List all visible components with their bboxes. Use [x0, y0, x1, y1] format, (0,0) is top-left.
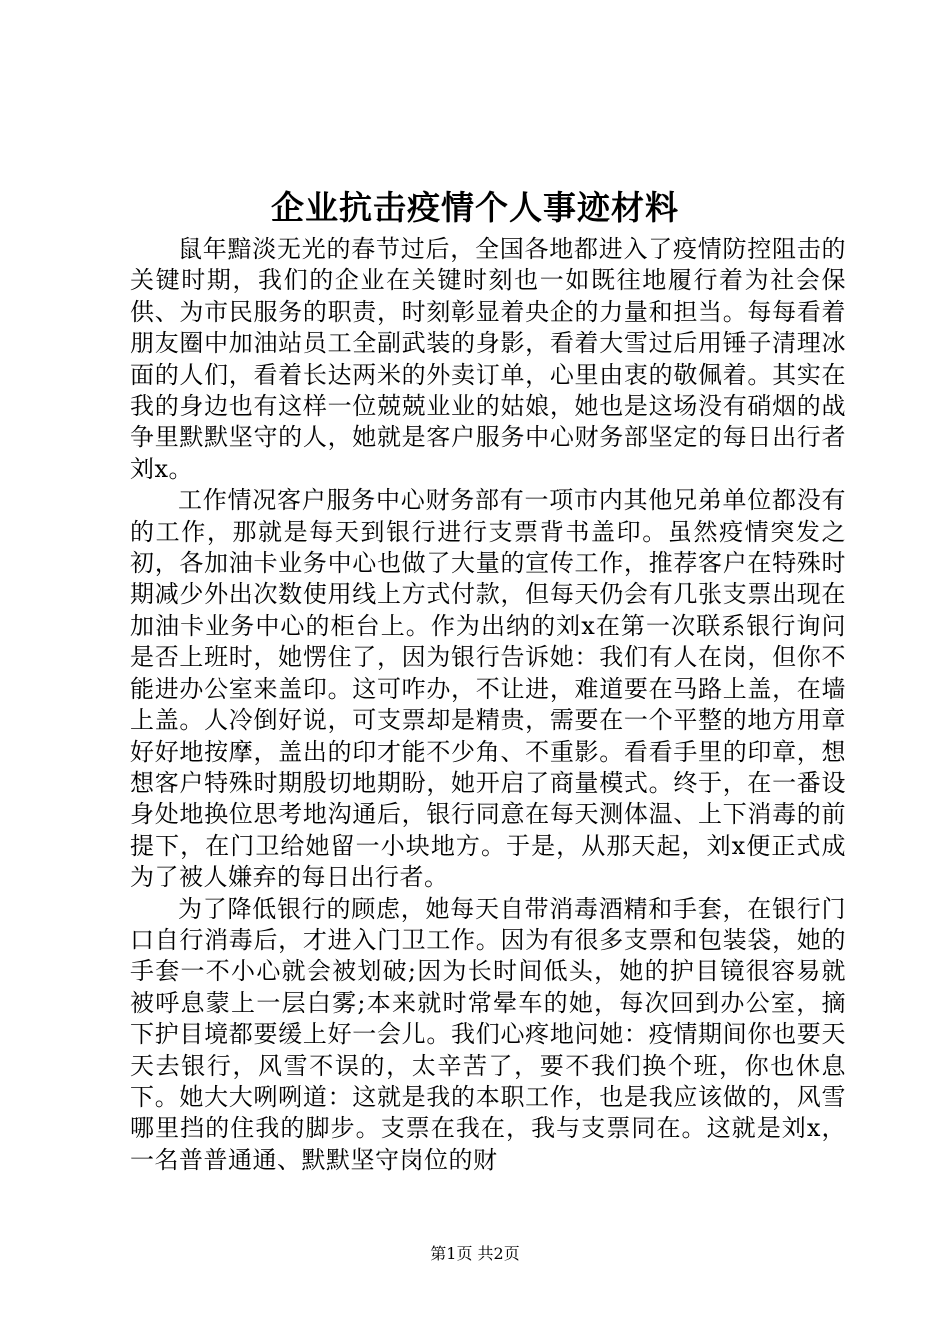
paragraph-2: 工作情况客户服务中心财务部有一项市内其他兄弟单位都没有的工作，那就是每天到银行进行支票背书盖印。虽然疫情突发之初，各加油卡业务中心也做了大量的宣传工作，推荐客户在特殊时期减少外出次数使用线上方式付款，但每天仍会有几张支票出现在加油卡业务中心的柜台上。作为出纳的刘x在第一次联系银行询问是否上班时，她愣住了，因为银行告诉她：我们有人在岗，但你不能进办公室来盖印。这可咋办，不让进，难道要在马路上盖，在墙上盖。人冷倒好说，可支票却是精贵，需要在一个平整的地方用章好好地按摩，盖出的印才能不少角、不重影。看看手里的印章，想想客户特殊时期殷切地期盼，她开启了商量模式。终于，在一番设身处地换位思考地沟通后，银行同意在每天测体温、上下消毒的前提下，在门卫给她留一小块地方。于是，从那天起，刘x便正式成为了被人嫌弃的每日出行者。 — [130, 486, 846, 892]
document-title: 企业抗击疫情个人事迹材料 — [271, 188, 679, 227]
paragraph-1: 鼠年黯淡无光的春节过后，全国各地都进入了疫情防控阻击的关键时期，我们的企业在关键时刻也一如既往地履行着为社会保供、为市民服务的职责，时刻彰显着央企的力量和担当。每每看着朋友圈中加油站员工全副武装的身影，看着大雪过后用锤子清理冰面的人们，看着长达两米的外卖订单，心里由衷的敬佩着。其实在我的身边也有这样一位兢兢业业的姑娘，她也是这场没有硝烟的战争里默默坚守的人，她就是客户服务中心财务部坚定的每日出行者刘x。 — [130, 235, 846, 483]
paragraph-3: 为了降低银行的顾虑，她每天自带消毒酒精和手套，在银行门口自行消毒后，才进入门卫工作。因为有很多支票和包装袋，她的手套一不小心就会被划破;因为长时间低头，她的护目镜很容易就被呼息蒙上一层白雾;本来就时常晕车的她，每次回到办公室，摘下护目境都要缓上好一会儿。我们心疼地问她：疫情期间你也要天天去银行，风雪不误的，太辛苦了，要不我们换个班，你也休息下。她大大咧咧道：这就是我的本职工作，也是我应该做的，风雪哪里挡的住我的脚步。支票在我在，我与支票同在。这就是刘x，一名普普通通、默默坚守岗位的财 — [130, 894, 846, 1174]
document-body — [130, 234, 846, 1176]
page-number-footer: 第1页 共2页 — [430, 1244, 520, 1263]
